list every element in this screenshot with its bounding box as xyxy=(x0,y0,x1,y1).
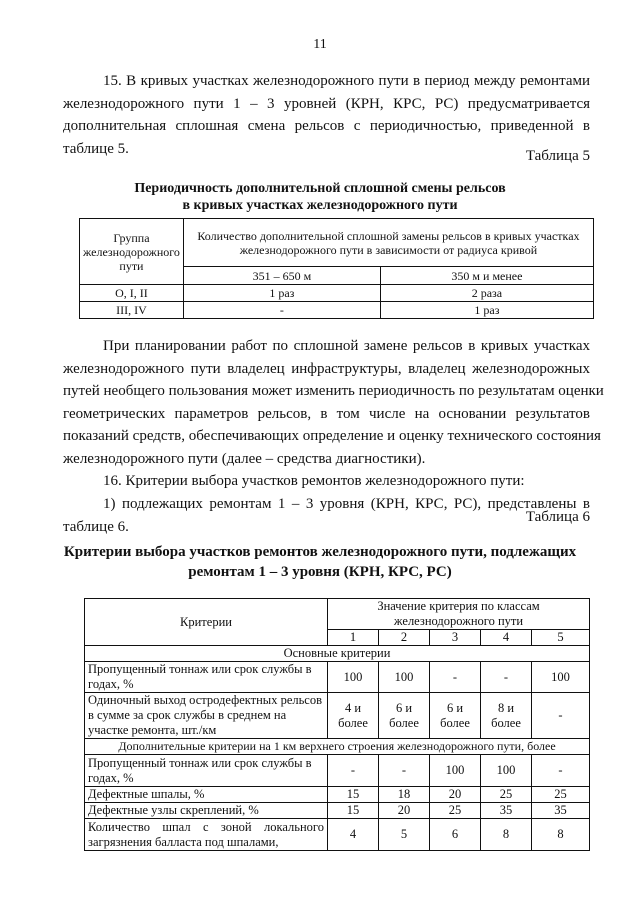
paragraph-line: таблице 5. xyxy=(63,140,129,157)
table6-cell: - xyxy=(379,755,430,787)
table6-cell: 100 xyxy=(430,755,481,787)
paragraph-planning xyxy=(63,335,604,470)
table5-header-group: Группа железнодорожного пути xyxy=(80,219,184,285)
paragraph-16 xyxy=(63,470,590,493)
table6-cell: 6 и более xyxy=(430,693,481,739)
table6 xyxy=(84,598,590,851)
paragraph-line: железнодорожного пути 1 – 3 уровней (КРН, КРС, РС) предусматривается xyxy=(63,95,590,112)
table6-cell: 8 и более xyxy=(481,693,532,739)
table6-title-line: Критерии выбора участков ремонтов железнодорожного пути, подлежащих xyxy=(63,544,577,560)
table6-class-header: 1 xyxy=(328,630,379,646)
table6-cell: 35 xyxy=(481,803,532,819)
table5-header-count: Количество дополнительной сплошной замены рельсов в кривых участках железнодорожного пути в зависимости от радиуса кривой xyxy=(183,219,593,267)
table-row xyxy=(80,285,594,302)
table6-cell: - xyxy=(532,755,590,787)
paragraph-line: железнодорожного пути владелец инфраструктуры, владелец железнодорожных xyxy=(63,360,590,377)
table6-cell: 100 xyxy=(481,755,532,787)
table6-cell: 100 xyxy=(532,662,590,693)
paragraph-line: геометрических параметров рельсов, в том числе на основании результатов xyxy=(63,405,590,422)
table6-title xyxy=(0,542,640,582)
table6-cell: 100 xyxy=(328,662,379,693)
table6-row-label: Пропущенный тоннаж или срок службы в годах, % xyxy=(85,662,328,693)
table5-cell: 1 раз xyxy=(183,285,380,302)
table6-cell: 25 xyxy=(430,803,481,819)
table6-cell: 6 и более xyxy=(379,693,430,739)
table5-cell: 2 раза xyxy=(380,285,593,302)
table5-caption: Таблица 5 xyxy=(525,148,590,164)
paragraph-line: 16. Критерии выбора участков ремонтов железнодорожного пути: xyxy=(103,473,525,489)
table6-caption: Таблица 6 xyxy=(525,509,590,525)
table6-row-label: Количество шпал с зоной локального загрязнения балласта под шпалами, xyxy=(85,819,328,851)
table6-cell: 8 xyxy=(532,819,590,851)
table6-cell: - xyxy=(430,662,481,693)
table5 xyxy=(79,218,594,319)
table-row xyxy=(85,755,590,787)
table6-cell: 18 xyxy=(379,787,430,803)
paragraph-line: показаний средств, обеспечивающих определение и оценку технического состояния xyxy=(63,428,601,444)
table5-title-line: Периодичность дополнительной сплошной смены рельсов xyxy=(134,181,506,196)
table6-cell: - xyxy=(532,693,590,739)
table6-cell: 4 xyxy=(328,819,379,851)
table6-header-value: Значение критерия по классам железнодорожного пути xyxy=(328,599,590,630)
paragraph-16-1 xyxy=(63,493,590,538)
paragraph-line: дополнительная сплошная смена рельсов с периодичностью, приведенной в xyxy=(63,118,590,134)
page-number: 11 xyxy=(313,37,327,52)
table6-section-main: Основные критерии xyxy=(85,646,590,662)
table6-section-extra: Дополнительные критерии на 1 км верхнего строения железнодорожного пути, более xyxy=(85,739,590,755)
table6-cell: 25 xyxy=(481,787,532,803)
table6-title-line: ремонтам 1 – 3 уровня (КРН, КРС, РС) xyxy=(188,564,452,580)
table6-class-header: 5 xyxy=(532,630,590,646)
paragraph-15 xyxy=(63,70,590,160)
paragraph-line: 15. В кривых участках железнодорожного пути в период между ремонтами xyxy=(103,73,590,89)
table-row xyxy=(85,803,590,819)
paragraph-line: 1) подлежащих ремонтам 1 – 3 уровня (КРН, КРС, РС), представлены в xyxy=(103,496,590,512)
table-row xyxy=(85,819,590,851)
table6-cell: - xyxy=(328,755,379,787)
table5-subheader: 351 – 650 м xyxy=(183,267,380,285)
table6-cell: 8 xyxy=(481,819,532,851)
table6-row-label: Одиночный выход остродефектных рельсов в сумме за срок службы в среднем на участке ремонта, шт./км xyxy=(85,693,328,739)
paragraph-line: таблице 6. xyxy=(63,518,129,535)
table5-cell: 1 раз xyxy=(380,302,593,319)
paragraph-line: железнодорожного пути (далее – средства диагностики). xyxy=(63,450,426,467)
table5-cell: О, I, II xyxy=(80,285,184,302)
paragraph-line: путей необщего пользования может изменить периодичность по результатам оценки xyxy=(63,383,604,399)
table6-cell: 5 xyxy=(379,819,430,851)
table-row xyxy=(80,302,594,319)
table6-cell: 15 xyxy=(328,803,379,819)
table5-cell: III, IV xyxy=(80,302,184,319)
table6-row-label: Пропущенный тоннаж или срок службы в годах, % xyxy=(85,755,328,787)
table6-cell: 25 xyxy=(532,787,590,803)
table6-class-header: 3 xyxy=(430,630,481,646)
table6-cell: 100 xyxy=(379,662,430,693)
table6-row-label: Дефектные узлы скреплений, % xyxy=(85,803,328,819)
table5-subheader: 350 м и менее xyxy=(380,267,593,285)
paragraph-line: При планировании работ по сплошной замене рельсов в кривых участках xyxy=(103,338,590,354)
table6-cell: 6 xyxy=(430,819,481,851)
table6-cell: 20 xyxy=(430,787,481,803)
table5-cell: - xyxy=(183,302,380,319)
table6-row-label: Дефектные шпалы, % xyxy=(85,787,328,803)
table5-title xyxy=(0,180,640,214)
table6-cell: 35 xyxy=(532,803,590,819)
table-row xyxy=(85,693,590,739)
table-row xyxy=(85,662,590,693)
table5-title-line: в кривых участках железнодорожного пути xyxy=(182,198,458,213)
table6-cell: 15 xyxy=(328,787,379,803)
table6-class-header: 4 xyxy=(481,630,532,646)
table6-header-criteria: Критерии xyxy=(85,599,328,646)
table6-class-header: 2 xyxy=(379,630,430,646)
table6-cell: - xyxy=(481,662,532,693)
table-row xyxy=(85,787,590,803)
table6-cell: 20 xyxy=(379,803,430,819)
table6-cell: 4 и более xyxy=(328,693,379,739)
